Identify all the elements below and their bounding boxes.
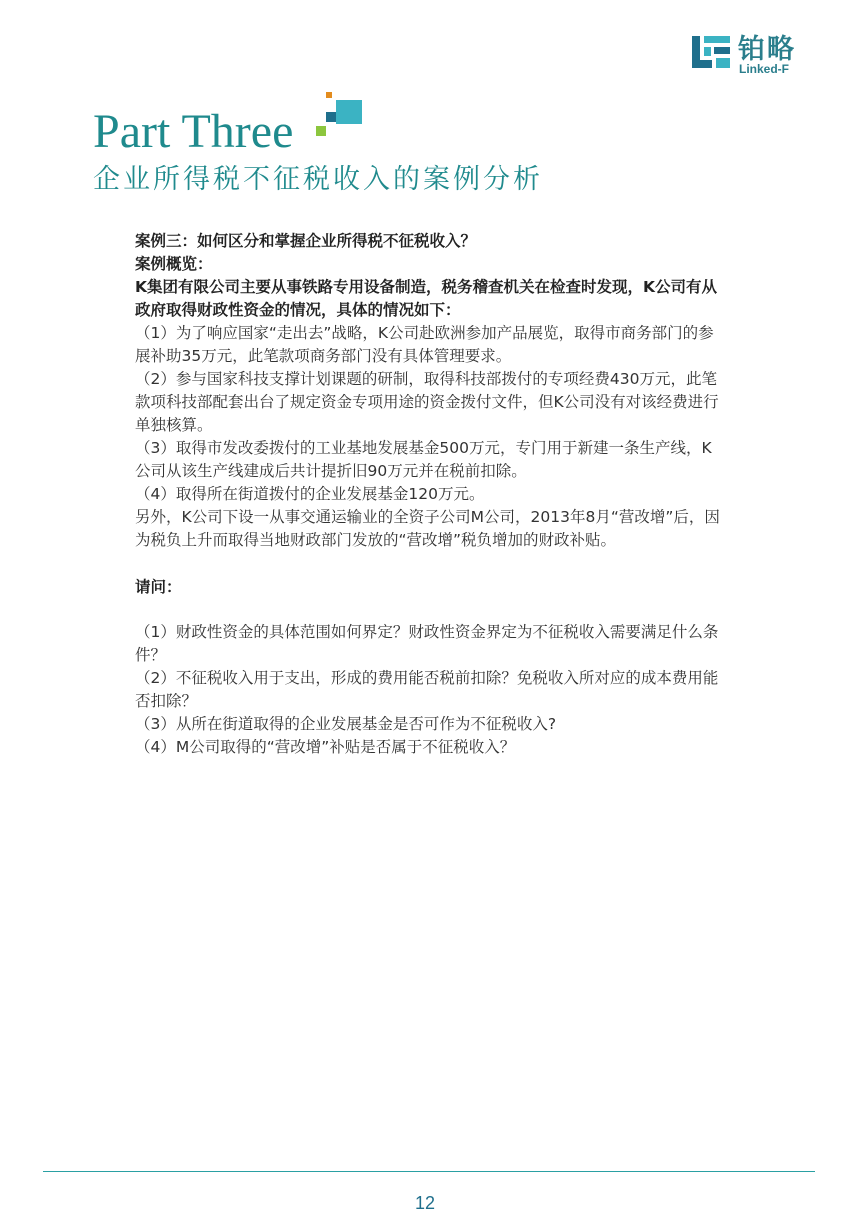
logo-name: 铂略 bbox=[738, 34, 796, 65]
list-item: （3）取得市发改委拨付的工业基地发展基金500万元，专门用于新建一条生产线，K公司从该生产线建成后共计提折旧90万元并在税前扣除。 bbox=[135, 439, 712, 480]
question-item: （1）财政性资金的具体范围如何界定？财政性资金界定为不征税收入需要满足什么条件？ bbox=[135, 623, 719, 664]
logo-mark-icon bbox=[692, 34, 732, 74]
case-title: 案例三：如何区分和掌握企业所得税不征税收入？ bbox=[135, 232, 477, 250]
question-item: （3）从所在街道取得的企业发展基金是否可作为不征税收入? bbox=[135, 715, 557, 733]
list-item: （4）取得所在街道拨付的企业发展基金120万元。 bbox=[135, 485, 485, 503]
list-item: （2）参与国家科技支撑计划课题的研制，取得科技部拨付的专项经费430万元，此笔款项科技部配套出台了规定资金专项用途的资金拨付文件，但K公司没有对该经费进行单独核算。 bbox=[135, 370, 719, 434]
overview-label: 案例概览： bbox=[135, 255, 213, 273]
brand-logo bbox=[692, 34, 822, 78]
question-label: 请问： bbox=[135, 578, 182, 596]
case-content bbox=[135, 230, 725, 759]
page-number: 12 bbox=[414, 1193, 436, 1213]
question-item: （2）不征税收入用于支出，形成的费用能否税前扣除？免税收入所对应的成本费用能否扣除？ bbox=[135, 669, 719, 710]
case-intro: K集团有限公司主要从事铁路专用设备制造，税务稽查机关在检查时发现，K公司有从政府取得财政性资金的情况，具体的情况如下： bbox=[135, 278, 718, 319]
question-item: （4）M公司取得的“营改增”补贴是否属于不征税收入？ bbox=[135, 738, 516, 756]
logo-subtext: Linked-F bbox=[739, 62, 789, 76]
footer-divider bbox=[43, 1171, 815, 1172]
part-title: Part Three bbox=[93, 105, 294, 158]
section-subtitle: 企业所得税不征税收入的案例分析 bbox=[93, 164, 543, 195]
list-item: （1）为了响应国家“走出去”战略，K公司赴欧洲参加产品展览，取得市商务部门的参展补助35万元，此笔款项商务部门没有具体管理要求。 bbox=[135, 324, 714, 365]
decorative-squares-icon bbox=[316, 92, 366, 142]
extra-note: 另外，K公司下设一从事交通运输业的全资子公司M公司，2013年8月“营改增”后，因为税负上升而取得当地财政部门发放的“营改增”税负增加的财政补贴。 bbox=[135, 508, 720, 549]
